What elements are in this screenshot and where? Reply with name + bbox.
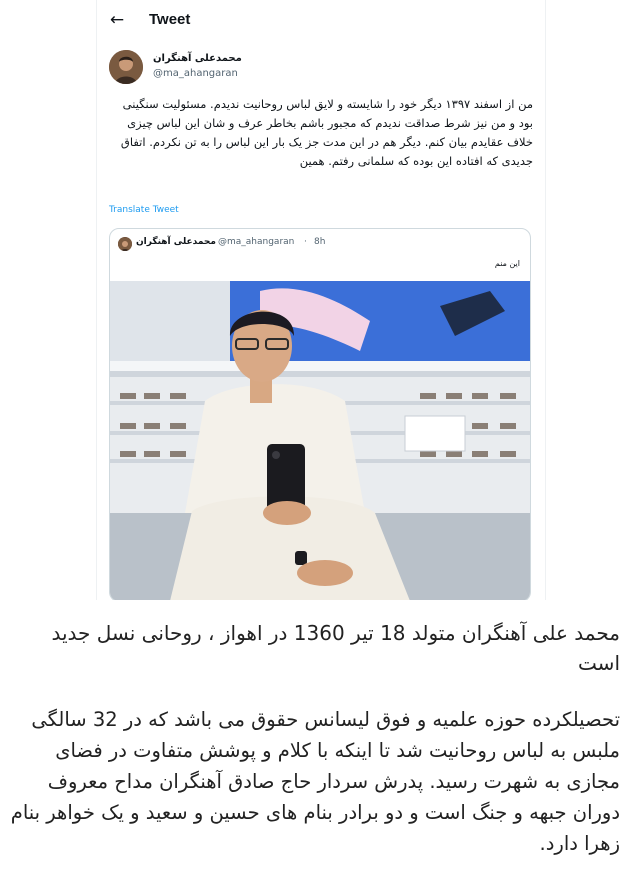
author-avatar[interactable]: [109, 50, 143, 84]
tweet-text: من از اسفند ۱۳۹۷ دیگر خود را شایسته و لایق لباس روحانیت ندیدم. مسئولیت سنگینی بود و من نیز شرط صداقت ندیدم که مجبور باشم بخاطر عرف و شان این لباس چیزی خلاف عقایدم بیان کنم. دیگر هم در این مدت جز یک بار این لباس را به تن نکردم. اتفاق جدیدی که افتاده این بوده که سلمانی رفتم. همین: [120, 97, 533, 168]
avatar-image: [109, 50, 143, 84]
article-paragraph-bio: تحصیلکرده حوزه علمیه و فوق لیسانس حقوق می باشد که در 32 سالگی ملبس به لباس روحانیت شد تا اینکه با کلام و پوشش متفاوت در فضای مجازی به شهرت رسید. پدرش سردار حاج صادق آهنگران مداح معروف دوران جبهه و جنگ است و دو برادر بنام های حسین و سعید و یک خواهر بنام زهرا دارد.: [10, 708, 620, 855]
quoted-photo[interactable]: [110, 281, 530, 600]
quoted-tweet-text: این منم: [494, 259, 520, 268]
author-handle[interactable]: @ma_ahangaran: [153, 68, 238, 79]
header-title: Tweet: [149, 11, 191, 28]
quoted-author-name: محمدعلی آهنگران: [136, 237, 216, 247]
tweet-card: [96, 0, 546, 600]
quoted-tweet[interactable]: [109, 228, 531, 600]
quoted-avatar-image: [118, 238, 132, 251]
article-paragraph-intro: محمد علی آهنگران متولد 18 تیر 1360 در اهواز ، روحانی نسل جدید است: [51, 621, 620, 675]
author-name[interactable]: محمدعلی آهنگران: [153, 53, 242, 64]
translate-tweet-link[interactable]: Translate Tweet: [109, 205, 179, 215]
quoted-timestamp: 8h: [314, 237, 326, 247]
quoted-author-handle: @ma_ahangaran: [218, 237, 295, 247]
arrow-left-icon[interactable]: ←: [109, 10, 125, 30]
quoted-separator: ·: [304, 237, 307, 247]
quoted-author-avatar: [118, 237, 132, 251]
tweet-header: [97, 0, 545, 40]
